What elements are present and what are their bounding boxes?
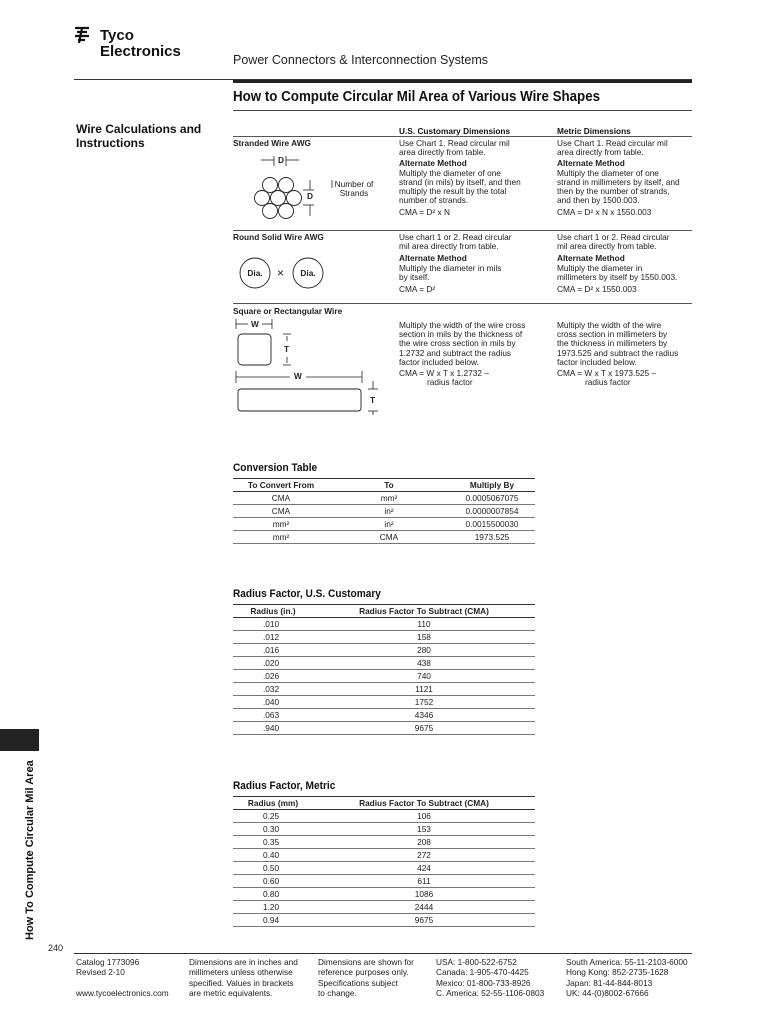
footer-line: C. America: 52-55-1106-0803 [436, 987, 545, 998]
round-label: Round Solid Wire AWG [233, 232, 324, 242]
table-row [233, 657, 535, 670]
table-row [233, 618, 535, 631]
round-metric-line: Use chart 1 or 2. Read circular [557, 232, 670, 242]
round-section-rule [233, 303, 692, 304]
header-thick-rule [233, 80, 692, 83]
table-cell: 0.25 [233, 810, 313, 823]
radius-us-table [233, 604, 535, 735]
table-row [233, 823, 535, 836]
square-us-line: section in mils by the thickness of [399, 329, 523, 340]
brand-line-2: Electronics [100, 43, 181, 60]
table-row [233, 862, 535, 875]
table-header: Radius Factor To Subtract (CMA) [313, 605, 535, 618]
table-row [233, 914, 535, 927]
table-header: Radius (in.) [233, 605, 313, 618]
table-cell: 110 [313, 618, 535, 631]
header-subtitle: Power Connectors & Interconnection Systems [233, 53, 488, 67]
table-cell: mm² [233, 518, 329, 531]
stranded-us-formula: CMA = D² x N [399, 207, 450, 218]
footer-line: Specifications subject [318, 977, 398, 988]
table-cell: CMA [233, 492, 329, 505]
square-us-line: Multiply the width of the wire cross [399, 320, 526, 330]
table-header-row [233, 479, 535, 492]
table-cell: 1973.525 [449, 531, 535, 544]
table-cell: 0.30 [233, 823, 313, 836]
table-cell: .010 [233, 618, 313, 631]
footer-line: millimeters unless otherwise [189, 967, 293, 978]
stranded-us-line: multiply the result by the total [399, 186, 507, 197]
table-row [233, 709, 535, 722]
square-us-line: 1.2732 and subtract the radius [399, 347, 512, 358]
footer-line: Hong Kong: 852-2735-1628 [566, 967, 669, 978]
table-cell: 0.40 [233, 849, 313, 862]
table-cell: 4346 [313, 709, 535, 722]
table-header: Radius (mm) [233, 797, 313, 810]
stranded-metric-line: Use Chart 1. Read circular mil [557, 138, 668, 148]
stranded-us-line: strand (in mils) by itself, and then [399, 176, 521, 187]
square-w-top: W [251, 319, 259, 329]
stranded-us-line: number of strands. [399, 195, 469, 206]
footer-line: South America: 55-11-2103-6000 [566, 957, 688, 967]
table-header: Radius Factor To Subtract (CMA) [313, 797, 535, 810]
rect-t-label: T [370, 395, 376, 405]
stranded-us-text [399, 139, 554, 218]
footer-line: Revised 2-10 [76, 967, 125, 978]
strands-caption-1: Number of [334, 179, 374, 189]
strands-caption-2: Strands [339, 188, 369, 199]
round-us-line: mil area directly from table. [399, 241, 499, 252]
stranded-us-line: area directly from table. [399, 147, 486, 158]
radius-us-title: Radius Factor, U.S. Customary [233, 588, 381, 600]
round-metric-alt-heading: Alternate Method [557, 253, 625, 264]
table-header: To [329, 479, 449, 492]
table-cell: 1121 [313, 683, 535, 696]
column-header-us: U.S. Customary Dimensions [399, 126, 511, 136]
stranded-metric-line: Multiply the diameter of one [557, 167, 659, 178]
table-cell: .026 [233, 670, 313, 683]
table-cell: 0.0015500030 [449, 518, 535, 531]
table-row [233, 888, 535, 901]
round-us-text [399, 233, 554, 294]
footer-line: Dimensions are shown for [318, 957, 414, 967]
square-metric-line: 1973.525 and subtract the radius [557, 347, 679, 358]
table-row [233, 492, 535, 505]
stranded-metric-line: strand in millimeters by itself, and [557, 176, 680, 187]
footer-line: UK: 44-(0)8002-67666 [566, 987, 649, 998]
column-header-rule [233, 136, 692, 137]
table-header: Multiply By [449, 479, 535, 492]
table-cell: 158 [313, 631, 535, 644]
table-cell: 272 [313, 849, 535, 862]
table-cell: 2444 [313, 901, 535, 914]
round-us-alt-heading: Alternate Method [399, 253, 467, 264]
rect-w-label: W [294, 371, 302, 381]
table-cell: 153 [313, 823, 535, 836]
square-metric-line: Multiply the width of the wire [557, 320, 662, 330]
section-tab-marker [0, 729, 39, 751]
square-label: Square or Rectangular Wire [233, 306, 343, 316]
round-us-formula: CMA = D² [399, 284, 436, 295]
table-header-row [233, 797, 535, 810]
stranded-metric-line: area directly from table. [557, 147, 644, 158]
stranded-section-rule [233, 230, 692, 231]
table-cell: mm² [233, 531, 329, 544]
brand-line-1: Tyco [100, 27, 134, 44]
stranded-us-alt-heading: Alternate Method [399, 158, 467, 169]
square-metric-line: factor included below. [557, 356, 637, 367]
round-metric-text [557, 233, 692, 294]
round-us-line: Multiply the diameter in mils [399, 262, 502, 273]
footer-line [76, 978, 169, 988]
table-row [233, 810, 535, 823]
table-row [233, 531, 535, 544]
page-number: 240 [48, 943, 64, 953]
footer-line: Mexico: 01-800-733-8926 [436, 977, 531, 988]
table-cell: 0.50 [233, 862, 313, 875]
footer-line: specified. Values in brackets [189, 977, 294, 988]
table-cell: CMA [329, 531, 449, 544]
round-us-line: by itself. [399, 271, 430, 282]
square-us-line: the wire cross section in mils by [399, 338, 516, 349]
side-heading: Wire Calculations and Instructions [76, 122, 202, 150]
stranded-metric-formula: CMA = D² x N x 1550.003 [557, 207, 652, 218]
footer-line: USA: 1-800-522-6752 [436, 957, 517, 967]
square-us-text [399, 321, 554, 387]
table-row [233, 683, 535, 696]
times-icon: × [277, 266, 285, 280]
footer-line: to change. [318, 987, 357, 998]
table-cell: .016 [233, 644, 313, 657]
table-cell: 9675 [313, 722, 535, 735]
stranded-d-side: D [307, 191, 313, 201]
table-cell: CMA [233, 505, 329, 518]
table-cell: 106 [313, 810, 535, 823]
footer-website-link[interactable]: www.tycoelectronics.com [76, 987, 169, 998]
tyco-logo-icon [74, 26, 92, 44]
side-section-label: How To Compute Circular Mil Area [24, 760, 36, 940]
title-rule [233, 110, 692, 111]
table-cell: 0.0005067075 [449, 492, 535, 505]
table-cell: 740 [313, 670, 535, 683]
square-us-line: factor included below. [399, 356, 479, 367]
round-metric-line: mil area directly from table. [557, 241, 657, 252]
stranded-metric-text [557, 139, 692, 218]
footer-phones-americas [436, 957, 544, 998]
round-dia-2: Dia. [300, 268, 316, 278]
radius-metric-title: Radius Factor, Metric [233, 780, 336, 792]
round-metric-formula: CMA = D² x 1550.003 [557, 284, 637, 295]
table-row [233, 631, 535, 644]
table-cell: .063 [233, 709, 313, 722]
table-cell: 0.35 [233, 836, 313, 849]
strands-caption [332, 180, 376, 198]
table-cell: .032 [233, 683, 313, 696]
footer-line: Dimensions are in inches and [189, 957, 298, 967]
table-row [233, 875, 535, 888]
table-cell: 424 [313, 862, 535, 875]
square-metric-formula-cont: radius factor [585, 377, 631, 388]
footer-line: reference purposes only. [318, 967, 409, 978]
stranded-d-top: D [278, 155, 284, 165]
table-cell: 0.60 [233, 875, 313, 888]
table-row [233, 670, 535, 683]
table-row [233, 518, 535, 531]
table-cell: in² [329, 505, 449, 518]
footer-line: Catalog 1773096 [76, 957, 140, 967]
round-metric-line: Multiply the diameter in [557, 262, 643, 273]
square-metric-line: cross section in millimeters by [557, 329, 668, 340]
round-metric-line: millimeters by itself by 1550.003. [557, 271, 678, 282]
column-header-metric: Metric Dimensions [557, 126, 631, 136]
table-row [233, 644, 535, 657]
table-cell: 280 [313, 644, 535, 657]
conversion-table-title: Conversion Table [233, 462, 318, 474]
table-cell: 208 [313, 836, 535, 849]
footer-catalog [76, 957, 169, 998]
table-row [233, 836, 535, 849]
table-cell: 1752 [313, 696, 535, 709]
table-cell: 438 [313, 657, 535, 670]
table-cell: mm² [329, 492, 449, 505]
square-us-formula: CMA = W x T x 1.2732 – [399, 368, 489, 379]
table-row [233, 722, 535, 735]
footer-line: Japan: 81-44-844-8013 [566, 977, 653, 988]
stranded-metric-line: then by the number of strands, [557, 186, 670, 197]
table-cell: 1.20 [233, 901, 313, 914]
table-cell: .020 [233, 657, 313, 670]
square-metric-line: the thickness in millimeters by [557, 338, 668, 349]
footer-line: are metric equivalents. [189, 987, 273, 998]
footer-line: Canada: 1-905-470-4425 [436, 967, 529, 978]
square-t-side: T [284, 344, 290, 354]
table-row [233, 505, 535, 518]
table-cell: 611 [313, 875, 535, 888]
stranded-label: Stranded Wire AWG [233, 138, 311, 148]
square-metric-text [557, 321, 692, 387]
stranded-us-line: Multiply the diameter of one [399, 167, 501, 178]
brand-name [100, 28, 181, 60]
table-cell: in² [329, 518, 449, 531]
table-cell: 9675 [313, 914, 535, 927]
table-row [233, 849, 535, 862]
conversion-table [233, 478, 535, 544]
footer-reference-note [318, 957, 414, 998]
round-dia-1: Dia. [247, 268, 263, 278]
table-row [233, 696, 535, 709]
table-cell: .012 [233, 631, 313, 644]
page-title: How to Compute Circular Mil Area of Various Wire Shapes [233, 89, 601, 105]
stranded-us-line: Use Chart 1. Read circular mil [399, 138, 510, 148]
square-metric-formula: CMA = W x T x 1973.525 – [557, 368, 657, 379]
footer-dimensions-note [189, 957, 298, 998]
footer-rule [74, 953, 692, 954]
round-us-line: Use chart 1 or 2. Read circular [399, 232, 512, 242]
footer-phones-international [566, 957, 688, 998]
square-wire-diagram [234, 319, 380, 415]
table-cell: .040 [233, 696, 313, 709]
table-header: To Convert From [233, 479, 329, 492]
table-header-row [233, 605, 535, 618]
table-cell: 0.94 [233, 914, 313, 927]
table-cell: 0.80 [233, 888, 313, 901]
table-cell: 0.0000007854 [449, 505, 535, 518]
radius-metric-table [233, 796, 535, 927]
table-cell: 1086 [313, 888, 535, 901]
table-cell: .940 [233, 722, 313, 735]
stranded-metric-line: and then by 1500.003. [557, 195, 640, 206]
square-us-formula-cont: radius factor [427, 377, 473, 388]
stranded-metric-alt-heading: Alternate Method [557, 158, 625, 169]
table-row [233, 901, 535, 914]
